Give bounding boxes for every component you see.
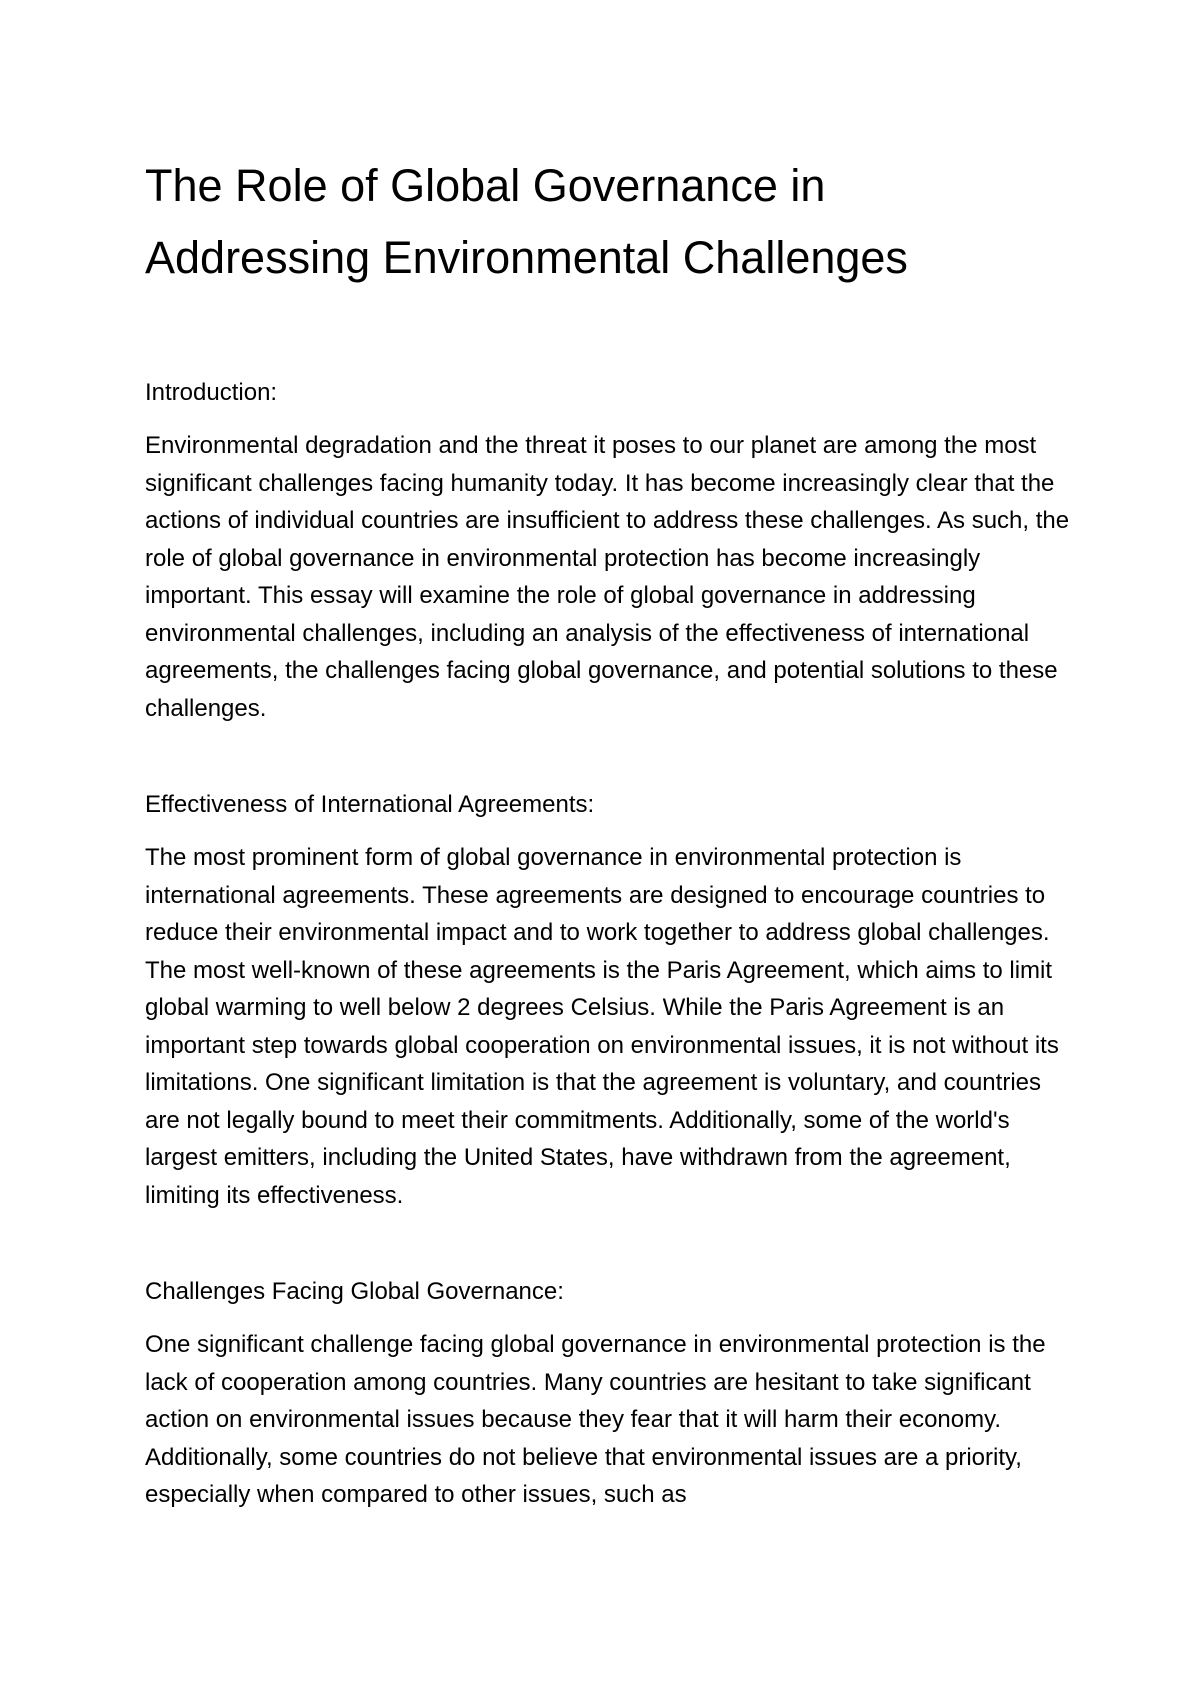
section-heading-introduction: Introduction:	[145, 379, 278, 406]
paragraph-challenges: One significant challenge facing global governance in environmental protection is the lack of cooperation among countries. Many countries are hesitant to take significant action on environmental issues because they fear that it will harm their economy. Additionally, some countries do not believe that environmental issues are a priority, especially when compared to other issues, such as	[145, 1331, 1046, 1508]
section-heading-effectiveness: Effectiveness of International Agreements:	[145, 791, 595, 818]
paragraph-effectiveness: The most prominent form of global governance in environmental protection is international agreements. These agreements are designed to encourage countries to reduce their environmental impact and to work together to address global challenges. The most well-known of these agreements is the Paris Agreement, which aims to limit global warming to well below 2 degrees Celsius. While the Paris Agreement is an important step towards global cooperation on environmental issues, it is not without its limitations. One significant limitation is that the agreement is voluntary, and countries are not legally bound to meet their commitments. Additionally, some of the world's largest emitters, including the United States, have withdrawn from the agreement, limiting its effectiveness.	[145, 844, 1059, 1209]
document-title-line-1: The Role of Global Governance in	[145, 160, 826, 211]
section-heading-challenges: Challenges Facing Global Governance:	[145, 1278, 564, 1305]
document-title	[145, 150, 1075, 294]
document-content	[145, 150, 1075, 1514]
paragraph-introduction: Environmental degradation and the threat it poses to our planet are among the most significant challenges facing humanity today. It has become increasingly clear that the actions of individual countries are insufficient to address these challenges. As such, the role of global governance in environmental protection has become increasingly important. This essay will examine the role of global governance in addressing environmental challenges, including an analysis of the effectiveness of international agreements, the challenges facing global governance, and potential solutions to these challenges.	[145, 432, 1070, 722]
document-title-line-2: Addressing Environmental Challenges	[145, 232, 908, 283]
